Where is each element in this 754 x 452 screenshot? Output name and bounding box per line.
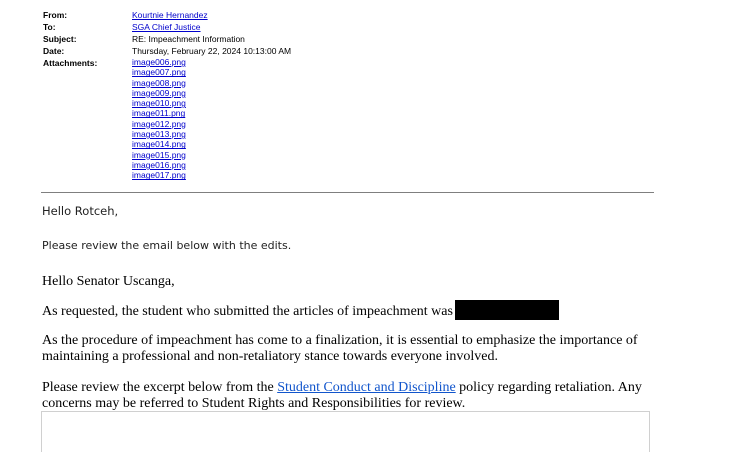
- redaction-block: [455, 300, 559, 320]
- subject-row: [43, 33, 663, 45]
- attachment-link[interactable]: image008.png: [132, 77, 186, 88]
- attachment-link[interactable]: image011.png: [132, 108, 186, 119]
- from-link[interactable]: Kourtnie Hernandez: [132, 10, 208, 20]
- attachment-link[interactable]: image014.png: [132, 139, 186, 150]
- paragraph-request-text: As requested, the student who submitted the articles of impeachment was: [42, 304, 453, 320]
- attachment-link[interactable]: image013.png: [132, 129, 186, 140]
- subject-value: RE: Impeachment Information: [132, 34, 245, 44]
- date-label: Date:: [43, 46, 65, 56]
- attachment-link[interactable]: image009.png: [132, 87, 186, 98]
- attachment-link[interactable]: image015.png: [132, 149, 186, 160]
- attachment-link[interactable]: image017.png: [132, 170, 186, 181]
- paragraph-policy-before: Please review the excerpt below from the: [42, 380, 278, 395]
- attachments-row: [43, 57, 663, 181]
- student-conduct-link[interactable]: Student Conduct and Discipline: [277, 380, 456, 395]
- greeting-rotceh: Hello Rotceh,: [42, 204, 119, 218]
- attachments-label: Attachments:: [43, 58, 98, 68]
- attachment-link[interactable]: image010.png: [132, 98, 186, 109]
- to-label: To:: [43, 22, 56, 32]
- header-divider: [41, 192, 654, 193]
- from-label: From:: [43, 10, 68, 20]
- to-row: [43, 21, 663, 33]
- attachment-link[interactable]: image006.png: [132, 57, 186, 67]
- attachment-link[interactable]: image016.png: [132, 159, 186, 170]
- subject-label: Subject:: [43, 34, 77, 44]
- paragraph-procedure: As the procedure of impeachment has come to a finalization, it is essential to emphasize the importance of maintaining a professional and non-retaliatory stance towards everyone involved.: [42, 333, 638, 364]
- attachments-list: [132, 57, 663, 181]
- from-row: [43, 9, 663, 21]
- paragraph-request: [42, 302, 559, 322]
- greeting-senator: Hello Senator Uscanga,: [42, 274, 175, 289]
- review-instruction: Please review the email below with the edits.: [42, 239, 292, 252]
- paragraph-policy: [42, 380, 654, 412]
- date-value: Thursday, February 22, 2024 10:13:00 AM: [132, 46, 292, 56]
- attachment-link[interactable]: image012.png: [132, 118, 186, 129]
- email-header: [43, 9, 663, 181]
- paragraph-policy-after: policy regarding retaliation. Any concerns may be referred to Student Rights and Responsibilities for review.: [42, 380, 642, 411]
- date-row: [43, 45, 663, 57]
- attachment-link[interactable]: image007.png: [132, 67, 186, 78]
- to-link[interactable]: SGA Chief Justice: [132, 22, 201, 32]
